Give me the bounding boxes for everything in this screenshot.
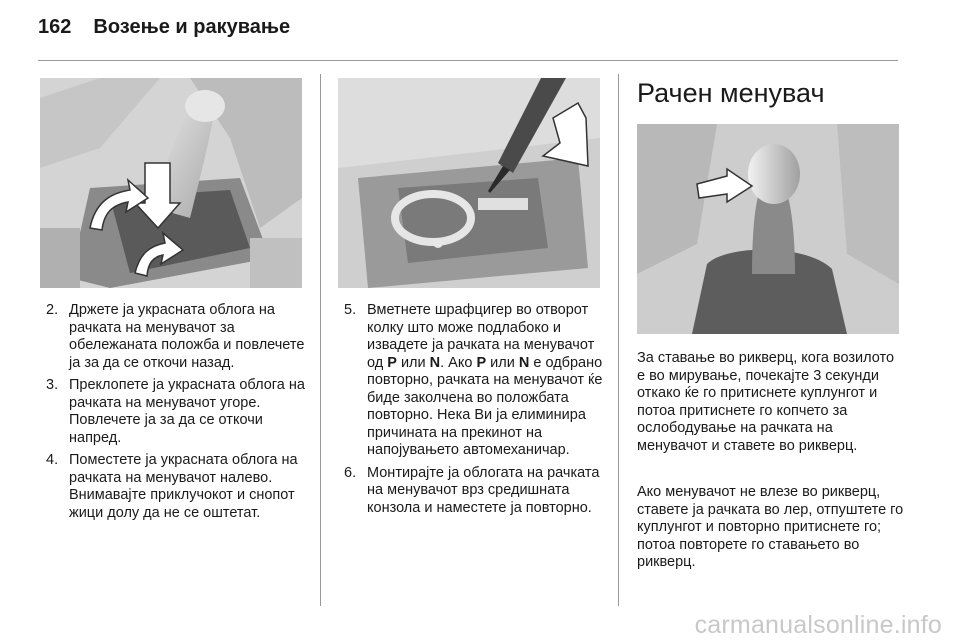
step-item-2 [46,302,308,372]
step-text-part: или [486,354,519,371]
step-number: 6. [344,464,357,481]
step-text: Поместете ја украсната облога на рачката на менувачот налево. Внимавајте приклучокот и снопот жици долу да не се оштетат. [69,452,298,521]
step-number: 3. [46,377,59,393]
step-text: Преклопете ја украсната облога на рачката на менувачот угоре. Повлечете ја за да се откочи напред. [69,377,305,446]
step-text-part: или [396,354,430,371]
step-text: Монтирајте ја облогата на рачката на менувачот врз средишната конзола и наместете ја повторно. [367,464,600,516]
step-item-5 [344,302,606,460]
watermark: carmanualsonline.info [694,611,942,639]
paragraph-reverse-retry: Ако менувачот не влезе во рикверц, ставете ја рачката во лер, отпуштете го куплунгот и повторно притиснете го; потоа повторете го ставањето во рикверц. [637,484,904,570]
gear-position-p: P [387,354,397,371]
shift-lever-illustration [40,78,302,288]
page-header [38,16,290,46]
step-item-4 [46,452,308,522]
figure-screwdriver-release [338,78,600,288]
section-title-manual-transmission: Рачен менувач [637,78,825,108]
step-number: 4. [46,452,59,468]
step-number: 5. [344,302,357,318]
step-text-part: Вметнете шрафцигер во отворот колку што може подлабоко и извадете ја рачката на менувачот од [367,302,595,371]
column-divider-left [320,74,321,606]
paragraph-reverse-gear: За ставање во рикверц, кога возилото е во мирување, почекајте 3 секунди откако ќе го притиснете куплунгот и потоа притиснете го копчето за ослободување на рачката на менувачот и ставете во рикверц. [637,350,895,454]
step-text-part: е одбрано повторно, рачката на менувачот ќе биде заколчена во положбата повторно. Нека Ви ја елиминира причината на прекинот на напојувањето автомеханичар. [367,354,603,458]
header-divider [38,60,898,61]
gear-position-n: N [518,354,530,371]
page-number: 162 [38,16,72,38]
section-heading: Возење и ракување [93,16,291,38]
column-divider-right [618,74,619,606]
screwdriver-illustration [338,78,600,288]
gear-knob-illustration [637,124,899,334]
step-text [367,302,602,458]
gear-position-n: N [429,354,441,371]
step-text: Држете ја украсната облога на рачката на менувачот за обележаната положба и повлечете ја за да се откочи назад. [69,302,305,371]
step-item-3 [46,377,308,447]
figure-shift-lever-cover [40,78,302,288]
step-item-6 [344,465,606,518]
step-text-part: . Ако [440,354,477,371]
gear-position-p: P [476,354,487,371]
steps-list-left [46,302,308,527]
steps-list-middle [344,302,606,522]
figure-manual-gear-knob [637,124,899,334]
step-number: 2. [46,302,59,318]
